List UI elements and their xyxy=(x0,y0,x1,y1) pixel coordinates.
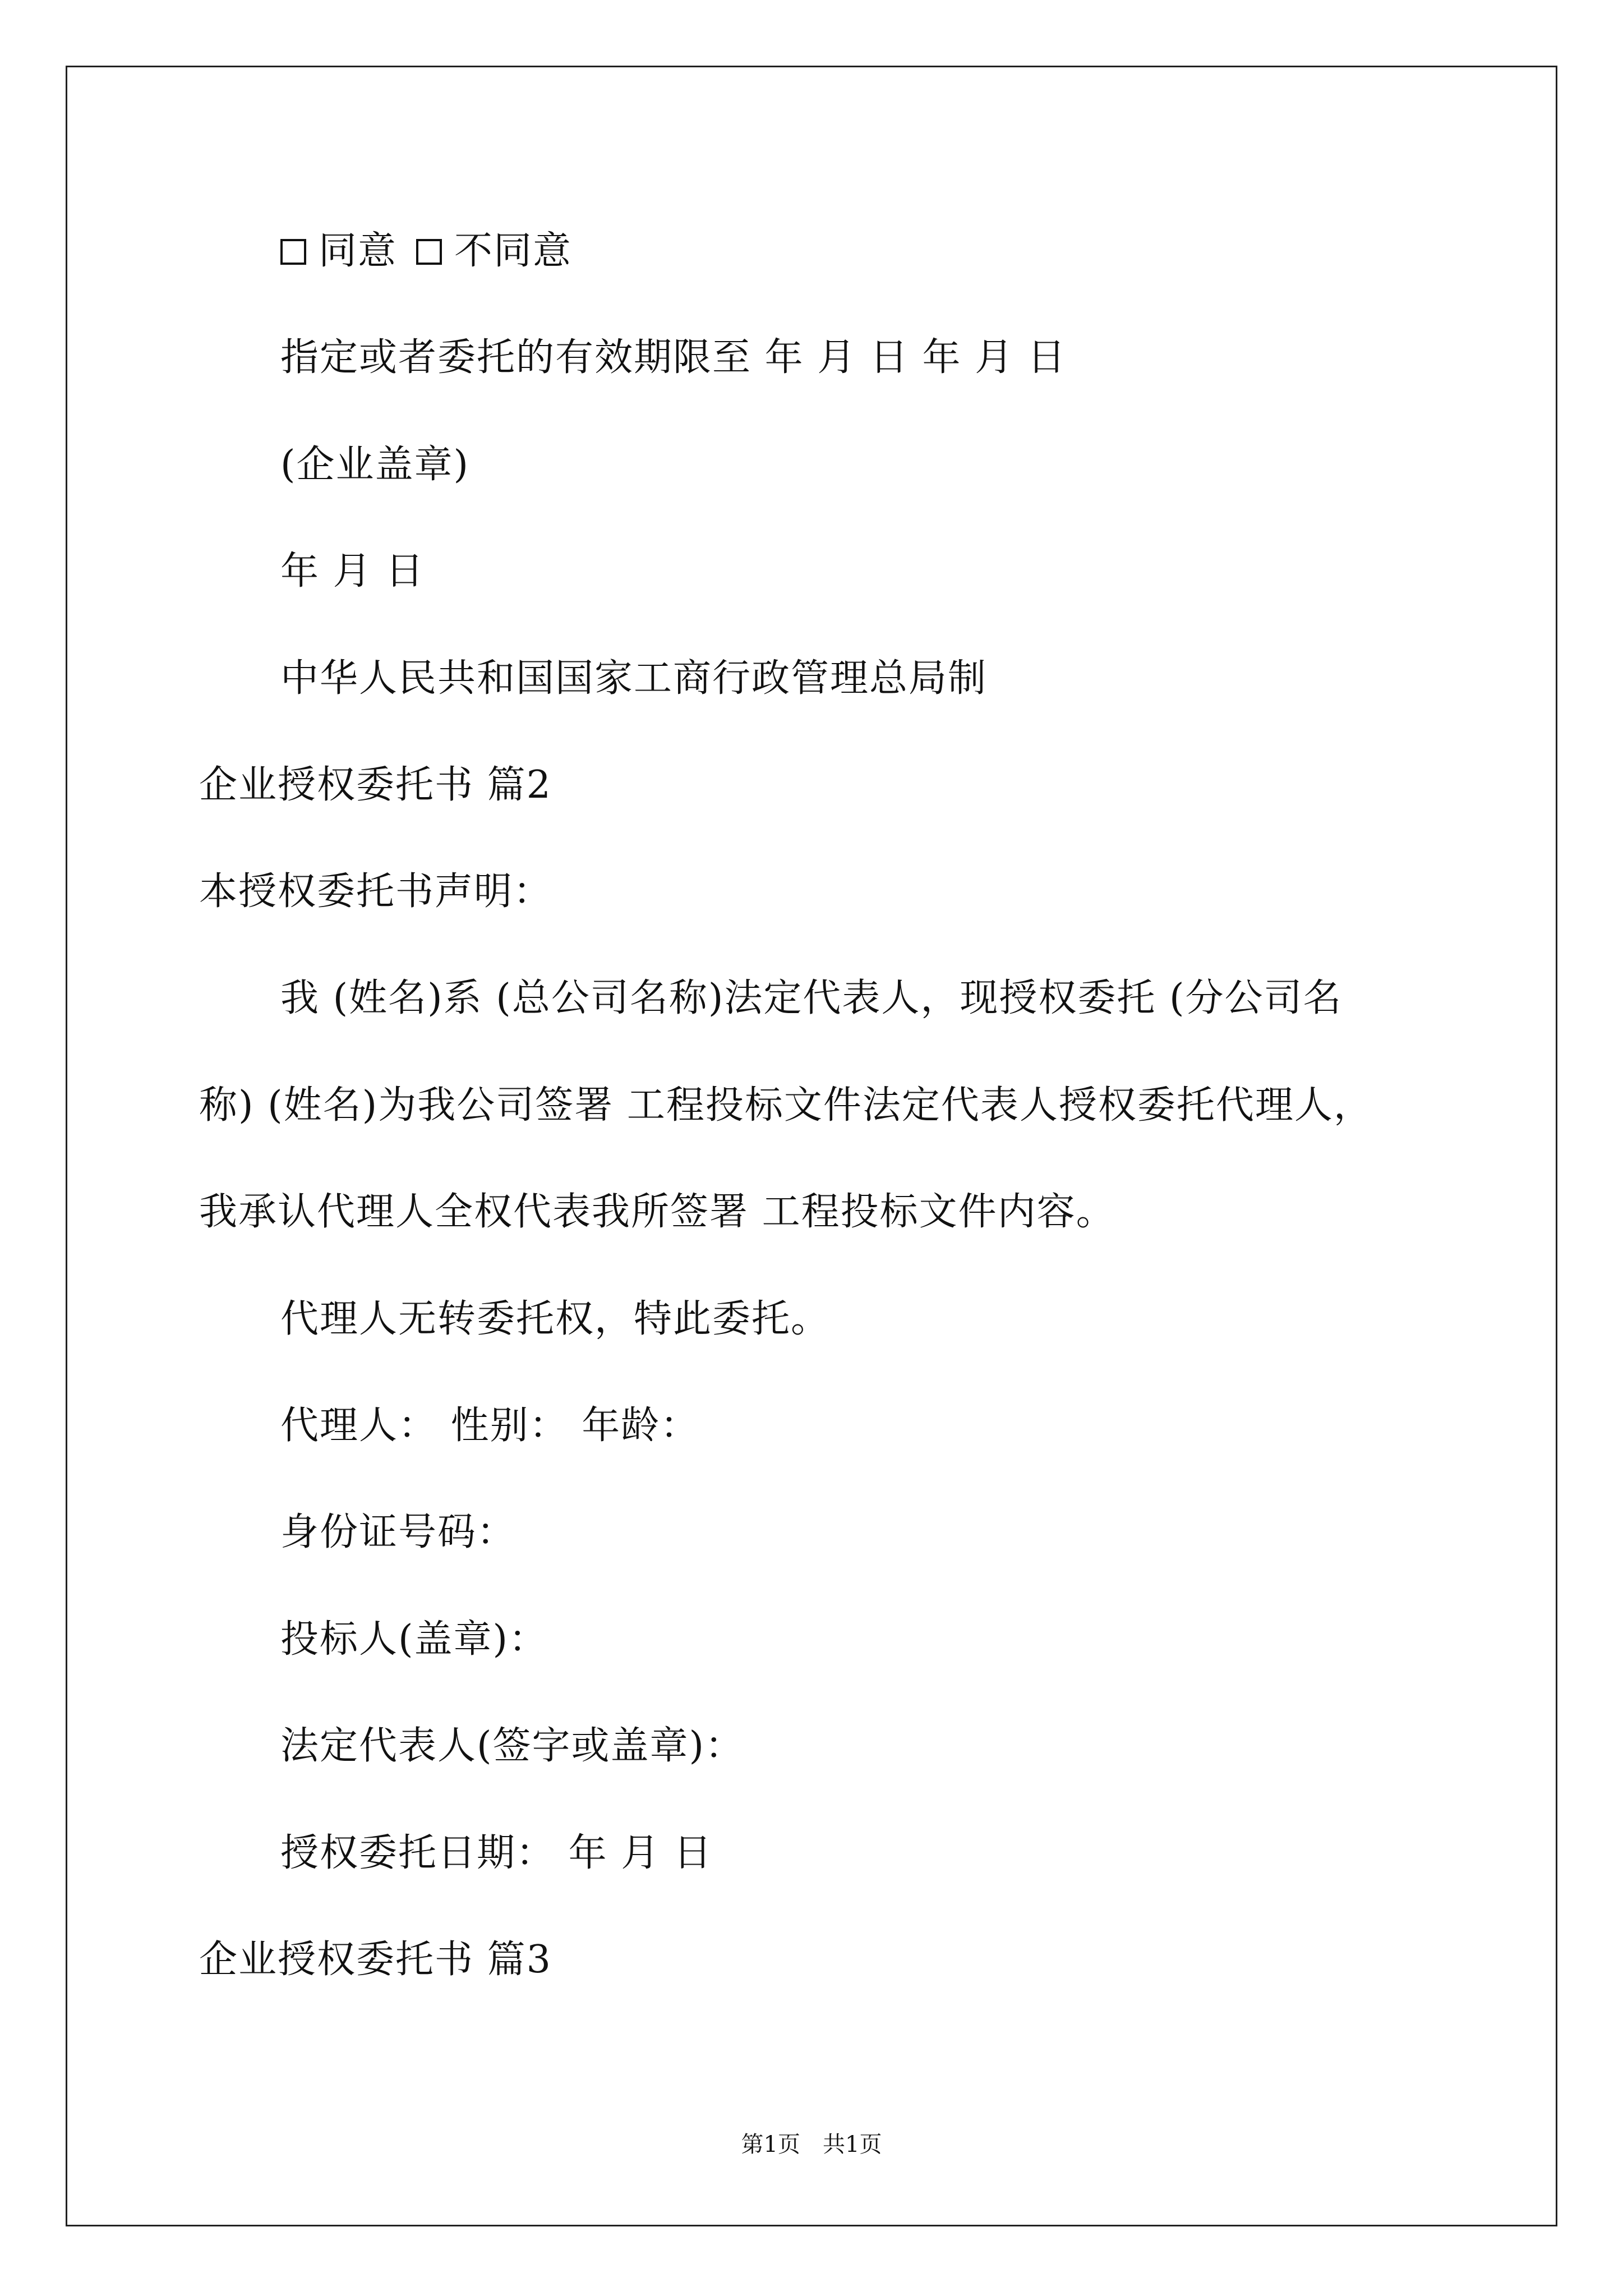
page-border xyxy=(66,66,1557,2226)
body-paragraph-line-1: 我 (姓名)系 (总公司名称)法定代表人，现授权委托 (分公司名 xyxy=(280,976,1343,1020)
issuer-line: 中华人民共和国国家工商行政管理总局制 xyxy=(280,656,988,701)
authorization-date-line: 授权委托日期： 年 月 日 xyxy=(280,1831,713,1875)
declaration-heading: 本授权委托书声明： xyxy=(199,869,553,914)
disagree-label: 不同意 xyxy=(454,229,573,273)
body-paragraph-line-3: 我承认代理人全权代表我所签署 工程投标文件内容。 xyxy=(199,1190,1115,1234)
consent-row xyxy=(280,229,573,273)
no-subdelegation-line: 代理人无转委托权，特此委托。 xyxy=(280,1297,831,1341)
agree-label: 同意 xyxy=(319,229,398,273)
page-footer: 第1页 共1页 xyxy=(741,2132,882,2157)
section-heading-2: 企业授权委托书 篇2 xyxy=(199,763,552,807)
id-number-line: 身份证号码： xyxy=(280,1510,517,1554)
company-seal-line: (企业盖章) xyxy=(280,443,470,487)
section-heading-3: 企业授权委托书 篇3 xyxy=(199,1938,552,1982)
agent-info-line: 代理人： 性别： 年龄： xyxy=(280,1404,700,1448)
validity-period-line: 指定或者委托的有效期限至 年 月 日 年 月 日 xyxy=(280,335,1067,380)
body-paragraph-line-2: 称) (姓名)为我公司签署 工程投标文件法定代表人授权委托代理人， xyxy=(199,1083,1373,1128)
date-line: 年 月 日 xyxy=(280,549,425,593)
disagree-checkbox[interactable] xyxy=(416,239,442,265)
agree-checkbox[interactable] xyxy=(280,239,306,265)
legal-rep-signature-line: 法定代表人(签字或盖章)： xyxy=(280,1724,745,1768)
bidder-seal-line: 投标人(盖章)： xyxy=(280,1617,548,1662)
